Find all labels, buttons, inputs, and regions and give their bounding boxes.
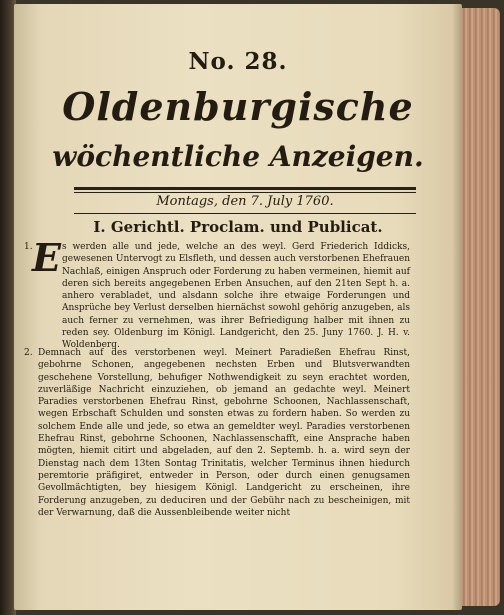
date-rule xyxy=(74,213,416,214)
entry-text: s werden alle und jede, welche an des weyl. Gerd Friederich Iddicks, gewesenen Untervogt zu Elsfleth, und dessen auch verstorbenen Ehefrauen Nachlaß, einigen Anspruch oder Forderung zu haben vermeinen, hiemit auf deren sich bereits angegebenen Erben Ansuchen, auf den 21ten Sept h. a. anhero verabladet, und alsdann solche ihre etwaige Forderungen und Ansprüche bey Verlust derselben hiernächst sowohl gehörig anzugeben, als auch ferner zu vernehmen, was ihrer Befriedigung halber mit ihnen zu reden sey. Oldenburg im Königl. Landgericht, den 25. Juny 1760. J. H. v. Woldenberg. xyxy=(62,242,410,351)
masthead-subtitle: wöchentliche Anzeigen. xyxy=(52,140,424,173)
section-heading: I. Gerichtl. Proclam. und Publicat. xyxy=(93,218,383,236)
entry-2 xyxy=(24,347,410,519)
masthead-title: Oldenburgische xyxy=(62,84,414,129)
masthead-rule-thick xyxy=(74,187,416,190)
entry-1 xyxy=(24,235,410,352)
issue-date: Montags, den 7. July 1760. xyxy=(156,194,334,209)
entry-number: 1. xyxy=(24,242,33,252)
page-curl-shadow xyxy=(452,4,462,610)
newspaper-page xyxy=(14,4,462,610)
decorated-initial: E xyxy=(32,235,61,280)
entry-text: Demnach auf des verstorbenen weyl. Meinert Paradießen Ehefrau Rinst, gebohrne Schonen, angegebenen nechsten Erben und Blutsverwandten geschehene Vorstellung, behufiger Nothwendigkeit zu seyn erachtet worden, zuverläßige Nachricht einzuziehen, ob jemand an gedachte weyl. Meinert Paradies verstorbenen Ehefrau Rinst, gebohrne Schoonen, Nachlassenschaft, wegen Erbschaft Schulden und sonsten etwas zu fordern haben. So werden zu solchem Ende alle und jede, so etwa an gemeldter weyl. Paradies verstorbenen Ehefrau Rinst, gebohrne Schoonen, Nachlassenschafft, eine Ansprache haben mögten, hiemit citirt und abgeladen, auf den 2. Septemb. h. a. wird seyn der Dienstag nach dem 13ten Sontag Trinitatis, welcher Terminus ihnen hiedurch peremtorie präfigiret, entweder in Person, oder durch einen genugsamen Gevollmächtigten, bey hiesigem Königl. Landgericht zu erscheinen, ihre Forderung anzugeben, zu deduciren und der Gebühr nach zu bescheinigen, mit der Verwarnung, daß die Aussenbleibende weiter nicht xyxy=(38,348,410,518)
issue-number: No. 28. xyxy=(188,48,288,75)
entry-number: 2. xyxy=(24,348,33,358)
masthead-rule-thin xyxy=(74,192,416,193)
